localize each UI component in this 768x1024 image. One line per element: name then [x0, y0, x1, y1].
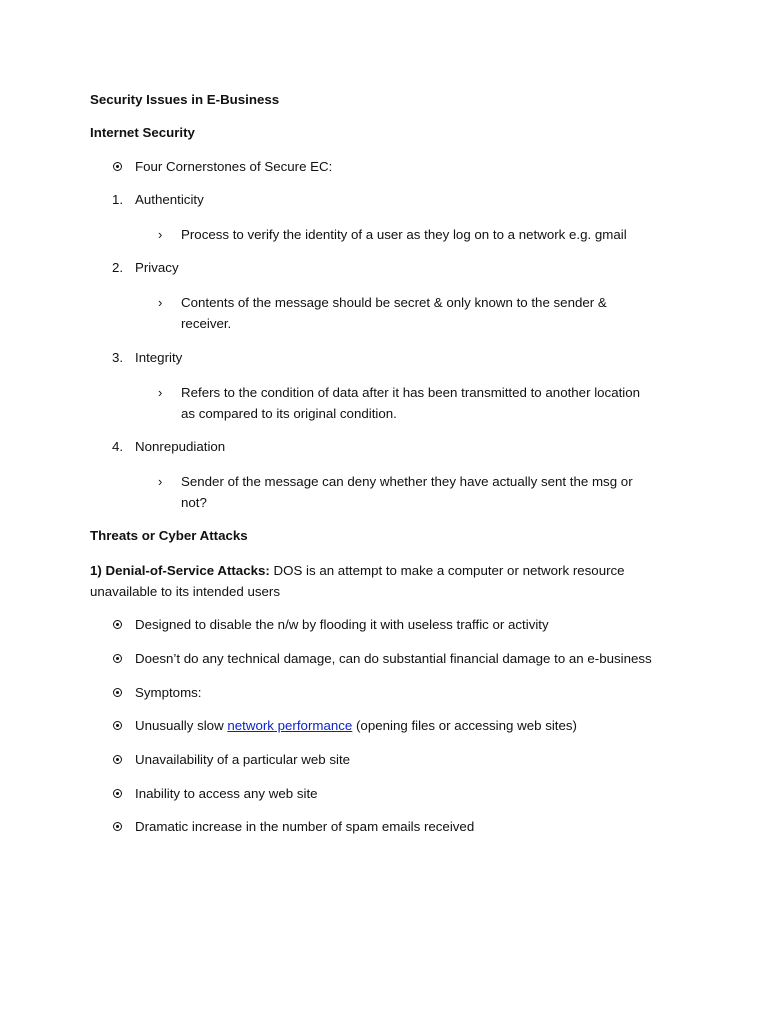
dos-paragraph — [90, 560, 625, 581]
list-number: 4. — [112, 439, 124, 454]
section-heading-threats: Threats or Cyber Attacks — [90, 528, 248, 543]
list-item-description-cont: as compared to its original condition. — [181, 406, 397, 421]
dos-text: DOS is an attempt to make a computer or network resource — [269, 563, 625, 578]
chevron-right-icon: › — [158, 227, 163, 242]
dos-label: 1) Denial-of-Service Attacks: — [90, 563, 270, 578]
list-item-description: Process to verify the identity of a user as they log on to a network e.g. gmail — [181, 227, 627, 242]
list-number: 3. — [112, 350, 124, 365]
list-item-description-cont: receiver. — [181, 316, 232, 331]
list-item-description-cont: not? — [181, 495, 207, 510]
list-number: 2. — [112, 260, 124, 275]
list-item-authenticity: Authenticity — [135, 192, 204, 207]
chevron-right-icon: › — [158, 385, 163, 400]
bullet-item: Symptoms: — [135, 685, 202, 700]
slow-prefix: Unusually slow — [135, 718, 228, 733]
list-item-nonrepudiation: Nonrepudiation — [135, 439, 226, 454]
bullet-item: Dramatic increase in the number of spam emails received — [135, 819, 475, 834]
radio-bullet-icon — [113, 620, 122, 629]
chevron-right-icon: › — [158, 295, 163, 310]
slow-suffix: (opening files or accessing web sites) — [352, 718, 577, 733]
document-title: Security Issues in E-Business — [90, 92, 280, 107]
bullet-item: Unavailability of a particular web site — [135, 752, 351, 767]
chevron-right-icon: › — [158, 474, 163, 489]
list-item-description: Sender of the message can deny whether they have actually sent the msg or — [181, 474, 633, 489]
cornerstones-intro: Four Cornerstones of Secure EC: — [135, 159, 333, 174]
list-number: 1. — [112, 192, 124, 207]
section-heading-internet-security: Internet Security — [90, 125, 195, 140]
radio-bullet-icon — [113, 688, 122, 697]
radio-bullet-icon — [113, 162, 122, 171]
bullet-item-slow-performance — [135, 715, 577, 736]
bullet-item: Designed to disable the n/w by flooding it with useless traffic or activity — [135, 617, 549, 632]
list-item-integrity: Integrity — [135, 350, 183, 365]
radio-bullet-icon — [113, 789, 122, 798]
radio-bullet-icon — [113, 822, 122, 831]
list-item-description: Contents of the message should be secret & only known to the sender & — [181, 295, 607, 310]
network-performance-link[interactable]: network performance — [227, 718, 353, 733]
dos-paragraph-cont: unavailable to its intended users — [90, 584, 280, 599]
bullet-item: Doesn’t do any technical damage, can do substantial financial damage to an e-business — [135, 651, 652, 666]
radio-bullet-icon — [113, 755, 122, 764]
radio-bullet-icon — [113, 654, 122, 663]
list-item-description: Refers to the condition of data after it has been transmitted to another location — [181, 385, 641, 400]
radio-bullet-icon — [113, 721, 122, 730]
bullet-item: Inability to access any web site — [135, 786, 318, 801]
list-item-privacy: Privacy — [135, 260, 179, 275]
